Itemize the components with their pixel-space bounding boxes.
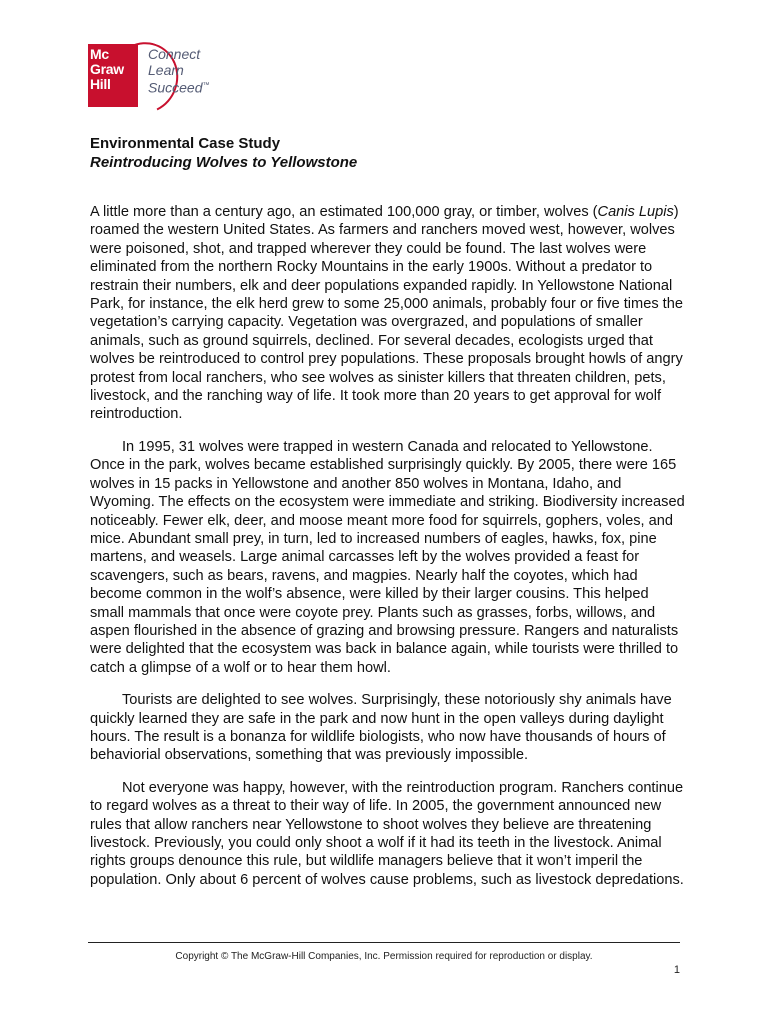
paragraph-1 [90,203,686,424]
mcgraw-hill-logo [88,44,248,108]
tagline-line: Learn [148,62,184,78]
paragraph-3: Tourists are delighted to see wolves. Surprisingly, these notoriously shy animals have quickly learned they are safe in the park and now hunt in the open valleys during daylight hours. The result is a bonanza for wildlife biologists, who now have thousands of hours of behaviorial observations, something that was previously impossible. [90,692,672,764]
document-body [90,203,686,903]
tagline-line: Connect [148,46,201,62]
logo-brand-line: Mc [90,46,109,62]
paragraph-2: In 1995, 31 wolves were trapped in western Canada and relocated to Yellowstone. Once in the park, wolves became established surprisingly quickly. By 2005, there were 165 wolves in 15 packs in Yellowstone and another 850 wolves in Montana, Idaho, and Wyoming. The effects on the ecosystem were immediate and striking. Biodiversity increased noticeably. Fewer elk, deer, and moose meant more food for squirrels, gophers, voles, and mice. Abundant small prey, in turn, led to increased numbers of eagles, hawks, fox, pine martens, and weasels. Large animal carcasses left by the wolves provided a feast for scavengers, such as bears, ravens, and magpies. Nearly half the coyotes, which had become common in the wolf’s absence, were killed by their larger cousins. This helped small mammals that once were coyote prey. Plants such as grasses, forbs, willows, and aspen flourished in the absence of grazing and browsing pressure. Rangers and naturalists were delighted that the ecosystem was back in balance again, while tourists were thrilled to catch a glimpse of a wolf or to hear them howl. [90,438,685,676]
page-number: 1 [673,964,680,976]
logo-brand-line: Hill [90,76,111,92]
document-title: Environmental Case Study [90,135,281,152]
logo-tagline [148,46,209,96]
logo-brand-line: Graw [90,61,124,77]
tagline-word: Succeed [148,79,203,96]
document-subtitle: Reintroducing Wolves to Yellowstone [90,154,358,171]
trademark-symbol: ™ [202,82,210,89]
document-heading [90,134,357,172]
copyright-notice: Copyright © The McGraw-Hill Companies, Inc. Permission required for reproduction or display. [175,951,593,962]
paragraph-1-intro: A little more than a century ago, an estimated 100,000 gray, or timber, wolves ( [90,204,598,220]
species-name: Canis Lupis [597,204,674,220]
paragraph-4: Not everyone was happy, however, with the reintroduction program. Ranchers continue to regard wolves as a threat to their way of life. In 2005, the government announced new rules that allow ranchers near Yellowstone to shoot wolves they believe are threatening livestock. Previously, you could only shoot a wolf if it had its teeth in the livestock. Animal rights groups denounce this rule, but wildlife managers believe that it won’t imperil the population. Only about 6 percent of wolves cause problems, such as livestock depredations. [90,779,684,888]
paragraph-1-rest: ) roamed the western United States. As farmers and ranchers moved west, however, wolves were poisoned, shot, and trapped wherever they could be found. The last wolves were eliminated from the northern Rocky Mountains in the early 1900s. Without a predator to restrain their numbers, elk and deer populations expanded rapidly. In Yellowstone National Park, for instance, the elk herd grew to some 25,000 animals, probably four or five times the vegetation’s carrying capacity. Vegetation was overgrazed, and populations of smaller animals, such as ground squirrels, declined. For several decades, ecologists urged that wolves be reintroduced to control prey populations. These proposals brought howls of angry protest from local ranchers, who see wolves as sinister killers that threaten children, pets, livestock, and the ranching way of life. It took more than 20 years to get approval for wolf reintroduction. [90,204,683,423]
footer-divider [88,942,680,943]
tagline-line [148,78,209,96]
